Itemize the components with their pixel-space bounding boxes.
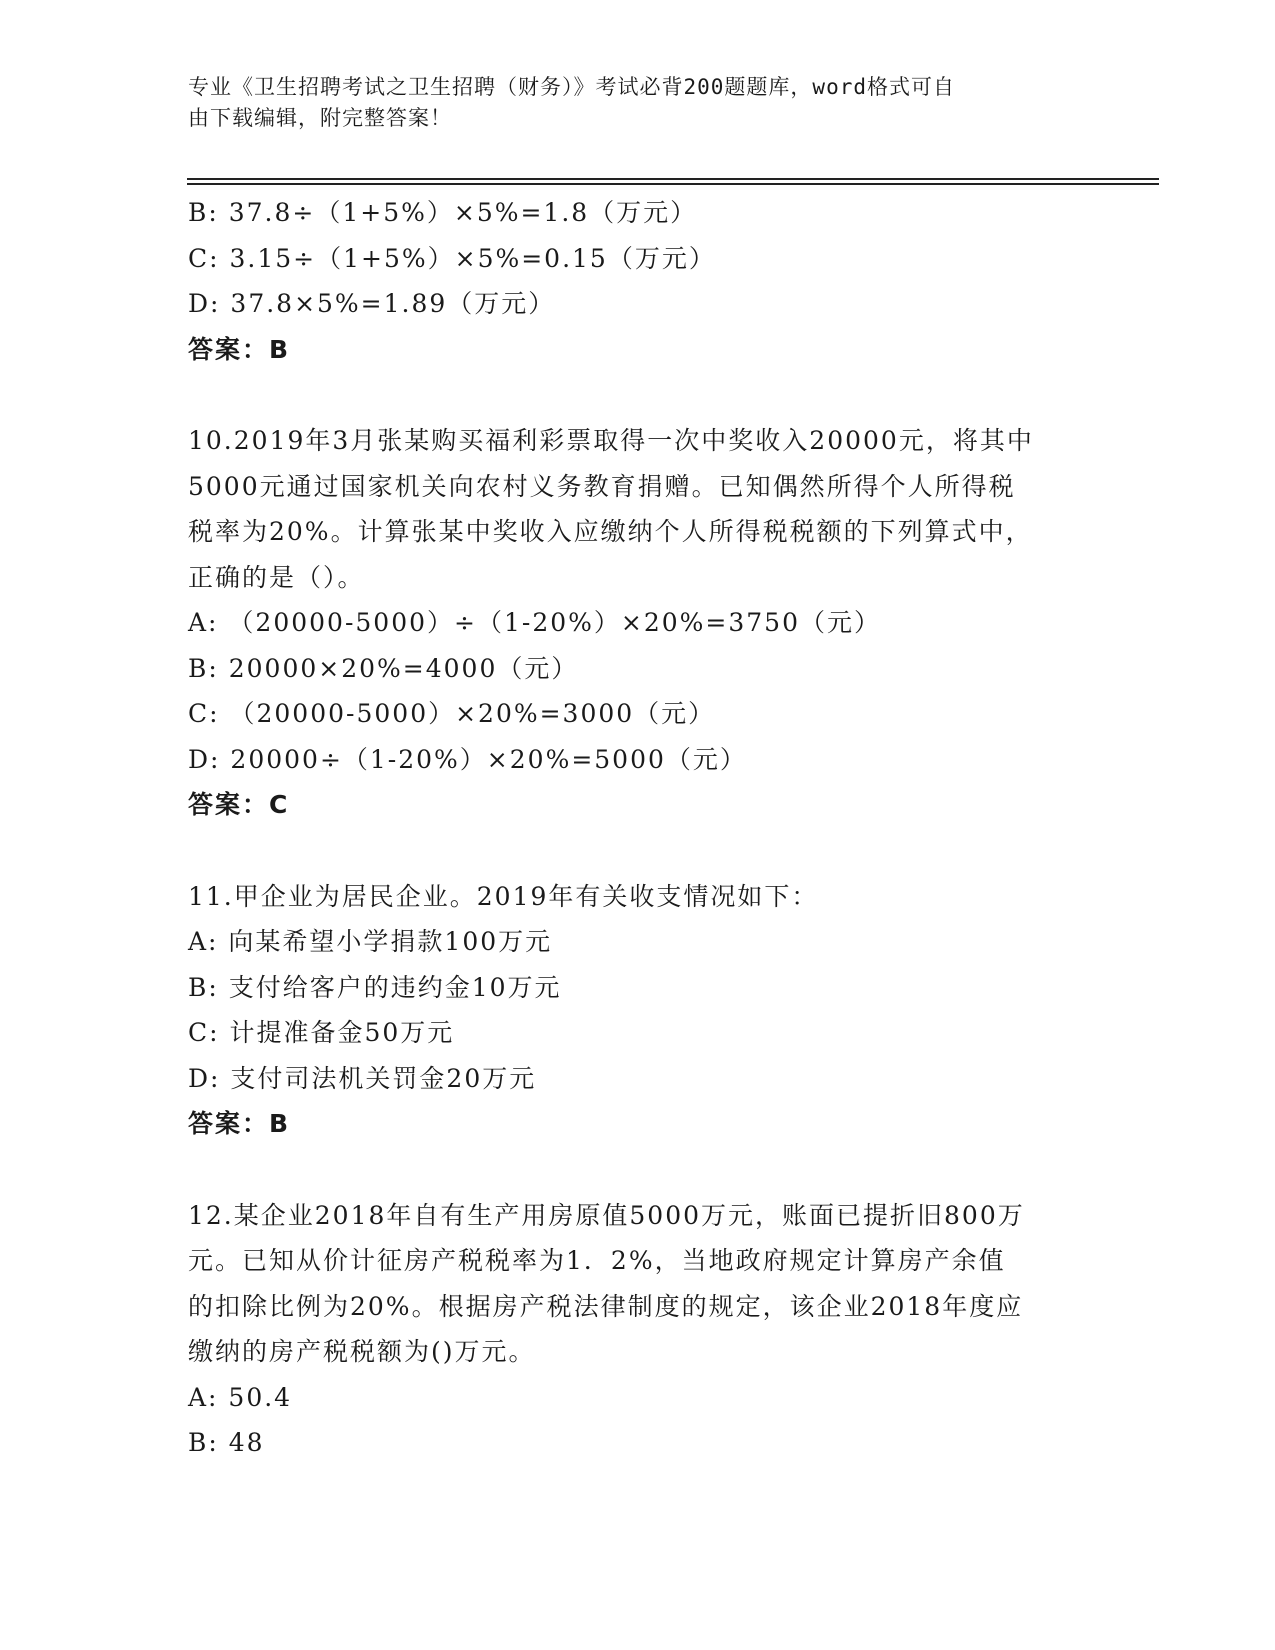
answer-line: 答案：B <box>188 1109 291 1138</box>
option-d: D: 37.8×5%=1.89（万元） <box>188 289 556 318</box>
option-a: A: 50.4 <box>188 1382 293 1412</box>
question-stem-line: 的扣除比例为20%。根据房产税法律制度的规定，该企业2018年度应 <box>188 1291 1024 1321</box>
question-10 <box>188 418 1088 828</box>
option-b: B: 支付给客户的违约金10万元 <box>188 972 562 1002</box>
question-stem-line: 缴纳的房产税税额为()万元。 <box>188 1337 536 1366</box>
option-c: C: （20000-5000）×20%=3000（元） <box>188 699 716 728</box>
question-11 <box>188 874 1088 1147</box>
option-d: D: 支付司法机关罚金20万元 <box>188 1063 537 1093</box>
question-12 <box>188 1193 1088 1466</box>
option-b: B: 20000×20%=4000（元） <box>188 653 579 683</box>
answer-line: 答案：B <box>188 334 291 364</box>
spacer <box>188 828 1088 874</box>
question-stem-line: 正确的是（）。 <box>188 562 365 592</box>
document-header <box>188 72 1088 134</box>
header-divider-top <box>187 178 1159 180</box>
option-a: A: （20000-5000）÷（1-20%）×20%=3750（元） <box>188 608 881 637</box>
option-c: C: 计提准备金50万元 <box>188 1018 455 1047</box>
option-d: D: 20000÷（1-20%）×20%=5000（元） <box>188 744 747 774</box>
question-stem-line: 5000元通过国家机关向农村义务教育捐赠。已知偶然所得个人所得税 <box>188 471 1016 501</box>
answer-line: 答案：C <box>188 790 290 819</box>
question-stem-line: 元。已知从价计征房产税税率为1．2%，当地政府规定计算房产余值 <box>188 1246 1006 1275</box>
question-stem-line: 11.甲企业为居民企业。2019年有关收支情况如下： <box>188 881 819 911</box>
question-content <box>188 190 1088 1466</box>
question-stem-line: 税率为20%。计算张某中奖收入应缴纳个人所得税税额的下列算式中， <box>188 517 1033 546</box>
option-b: B: 48 <box>188 1428 265 1457</box>
header-divider-bottom <box>187 183 1159 185</box>
option-c: C: 3.15÷（1+5%）×5%=0.15（万元） <box>188 243 716 273</box>
option-a: A: 向某希望小学捐款100万元 <box>188 927 553 956</box>
spacer <box>188 372 1088 418</box>
spacer <box>188 1147 1088 1193</box>
option-b: B: 37.8÷（1+5%）×5%=1.8（万元） <box>188 198 698 227</box>
question-stem-line: 12.某企业2018年自有生产用房原值5000万元，账面已提折旧800万 <box>188 1200 1025 1230</box>
header-line-2: 由下载编辑，附完整答案！ <box>188 106 452 130</box>
prev-question <box>188 190 1088 372</box>
header-line-1: 专业《卫生招聘考试之卫生招聘（财务）》考试必背200题题库，word格式可自 <box>188 75 955 99</box>
question-stem-line: 10.2019年3月张某购买福利彩票取得一次中奖收入20000元，将其中 <box>188 426 1034 455</box>
